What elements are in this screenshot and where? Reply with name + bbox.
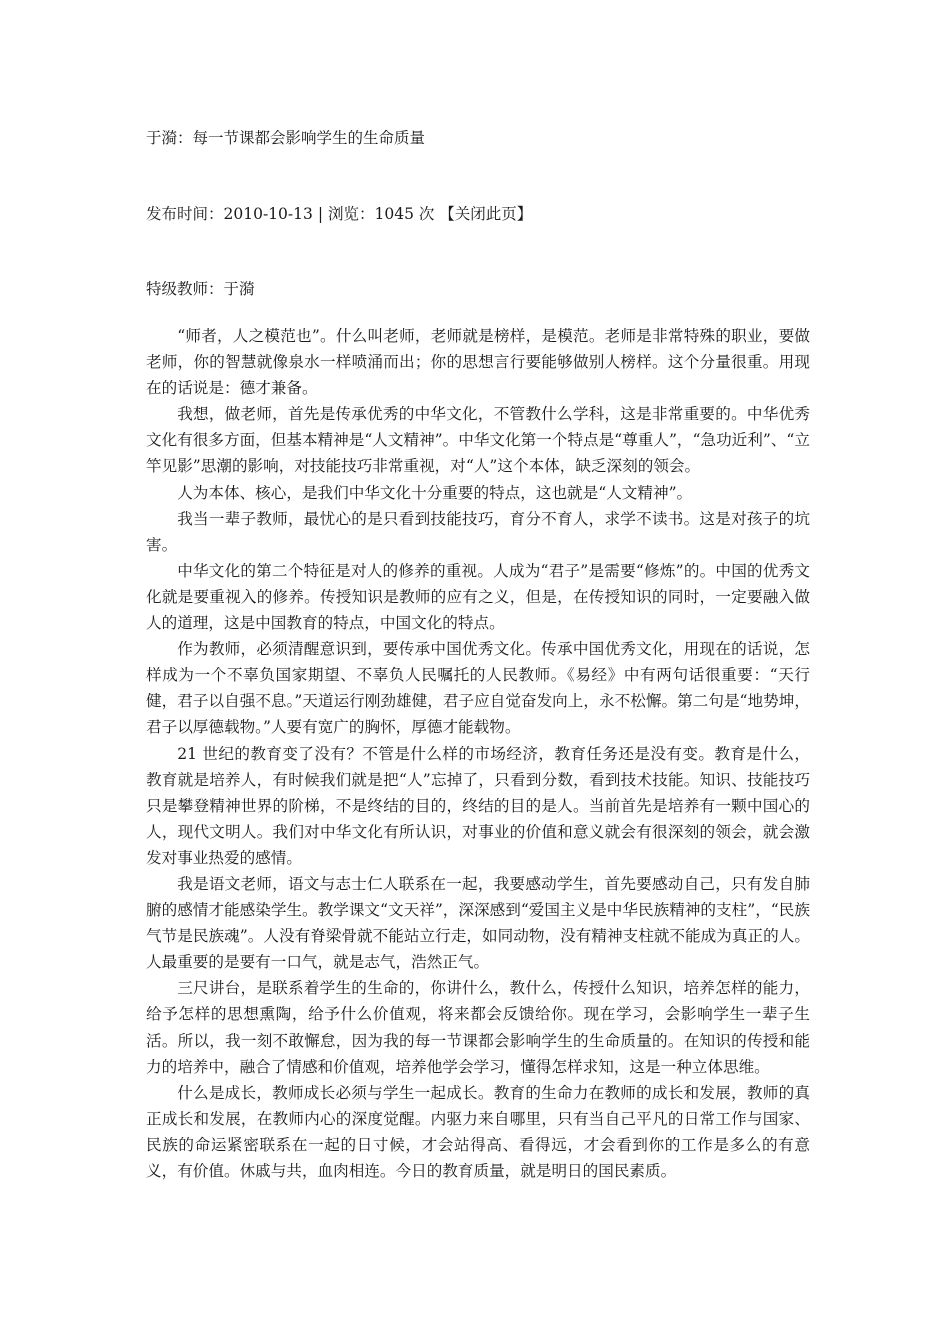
paragraph: 人为本体、核心，是我们中华文化十分重要的特点，这也就是“人文精神”。 (177, 483, 693, 502)
close-page-link[interactable]: 【关闭此页】 (439, 205, 533, 223)
paragraph: 什么是成长，教师成长必须与学生一起成长。教育的生命力在教师的成长和发展，教师的真正成长和发展，在教师内心的深度觉醒。内驱力来自哪里，只有当自己平凡的日常工作与国家、民族的命运紧密联系在一起的日寸候，才会站得高、看得远，才会看到你的工作是多么的有意义，有价值。休戚与共，血肉相连。今日的教育质量，就是明日的国民素质。 (146, 1083, 810, 1180)
views-label: 浏览： (327, 205, 375, 223)
paragraph: 我想，做老师，首先是传承优秀的中华文化，不管教什么学科，这是非常重要的。中华优秀文化有很多方面，但基本精神是“人文精神”。中华文化第一个特点是“尊重人”，“急功近利”、“立竿见影”思潮的影响，对技能技巧非常重视，对“人”这个本体，缺乏深刻的领会。 (146, 405, 810, 476)
article-title: 于漪：每一节课都会影响学生的生命质量 (146, 129, 426, 147)
paragraph: 我是语文老师，语文与志士仁人联系在一起，我要感动学生，首先要感动自己，只有发自肺腑的感情才能感染学生。教学课文“文天祥”，深深感到“爱国主义是中华民族精神的支柱”，“民族气节是民族魂”。人没有脊梁骨就不能站立行走，如同动物，没有精神支柱就不能成为真正的人。人最重要的是要有一口气，就是志气，浩然正气。 (146, 874, 810, 972)
author-line: 特级教师：于漪 (146, 280, 255, 298)
published-date: 2010-10-13 (223, 205, 313, 223)
meta-separator: | (312, 205, 328, 223)
paragraph: 我当一辈子教师，最忧心的是只看到技能技巧，育分不育人，求学不读书。这是对孩子的坑害。 (146, 509, 810, 554)
paragraph: 作为教师，必须清醒意识到，要传承中国优秀文化。传承中国优秀文化，用现在的话说，怎样成为一个不辜负国家期望、不辜负人民嘱托的人民教师。《易经》中有两句话很重要：“天行健，君子以自强不息。”天道运行刚劲雄健，君子应自觉奋发向上，永不松懈。第二句是“地势坤，君子以厚德载物。”人要有宽广的胸怀，厚德才能载物。 (146, 640, 810, 737)
views-unit: 次 (413, 205, 440, 223)
paragraph: 中华文化的第二个特征是对人的修养的重视。人成为“君子”是需要“修炼”的。中国的优秀文化就是要重视入的修养。传授知识是教师的应有之义，但是，在传授知识的同时，一定要融入做人的道理，这是中国教育的特点，中国文化的特点。 (146, 561, 810, 633)
article-meta (146, 202, 532, 226)
paragraph: 21 世纪的教育变了没有？不管是什么样的市场经济，教育任务还是没有变。教育是什么，教育就是培养人，有时候我们就是把“人”忘掉了，只看到分数，看到技术技能。知识、技能技巧只是攀登精神世界的阶梯，不是终结的目的，终结的目的是人。当前首先是培养有一颗中国心的人，现代文明人。我们对中华文化有所认识，对事业的价值和意义就会有很深刻的领会，就会激发对事业热爱的感情。 (146, 744, 810, 867)
article-body (146, 323, 810, 1184)
paragraph: “师者，人之模范也”。什么叫老师，老师就是榜样，是模范。老师是非常特殊的职业，要做老师，你的智慧就像泉水一样喷涌而出；你的思想言行要能够做别人榜样。这个分量很重。用现在的话说是：德才兼备。 (146, 327, 810, 398)
views-count: 1045 (374, 205, 414, 223)
published-label: 发布时间： (146, 205, 224, 223)
paragraph: 三尺讲台，是联系着学生的生命的，你讲什么，教什么，传授什么知识，培养怎样的能力，给予怎样的思想熏陶，给予什么价值观，将来都会反馈给你。现在学习，会影响学生一辈子生活。所以，我一刻不敢懈怠，因为我的每一节课都会影响学生的生命质量的。在知识的传授和能力的培养中，融合了情感和价值观，培养他学会学习，懂得怎样求知，这是一种立体思维。 (146, 979, 810, 1076)
